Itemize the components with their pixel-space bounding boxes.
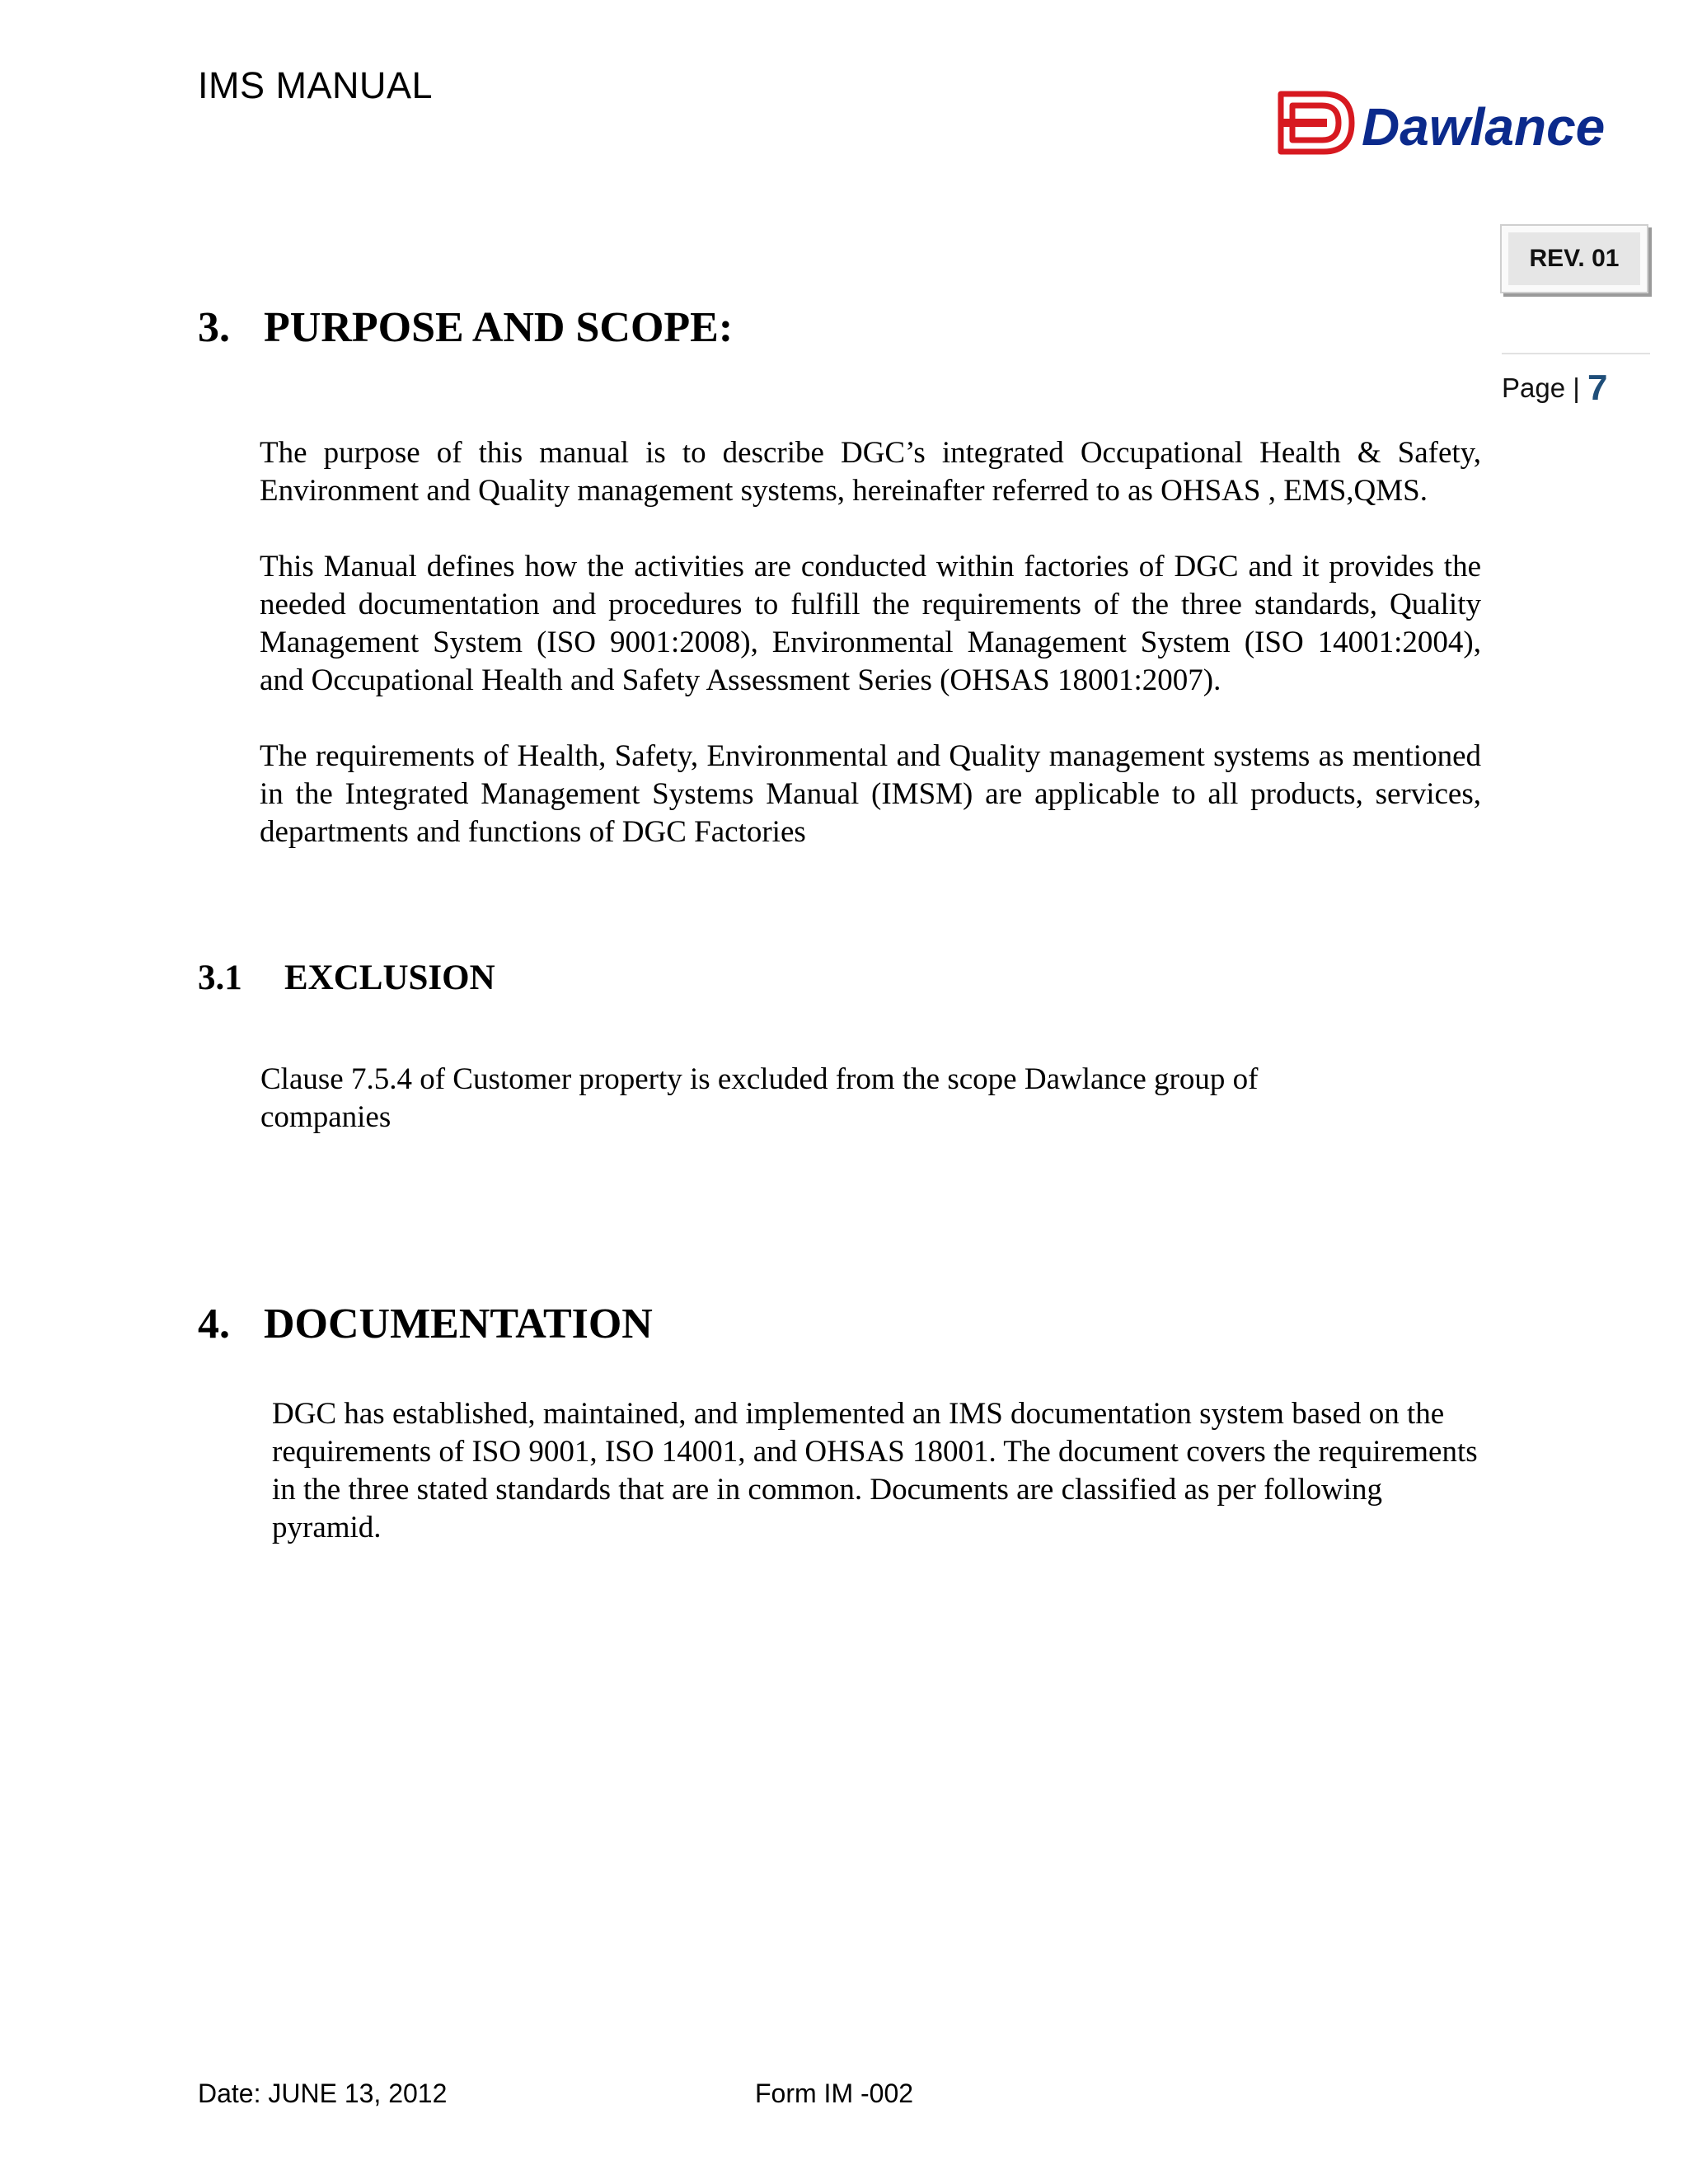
purpose-paragraph: The purpose of this manual is to describe DGC’s integrated Occupational Health & Safety, Environment and Quality management systems, hereinafter referred to as OHSAS , EMS,QMS. [260, 436, 1481, 508]
page-indicator [1502, 368, 1607, 409]
page-number: 7 [1587, 368, 1608, 408]
dawlance-logo-icon [1276, 87, 1622, 158]
revision-label: REV. 01 [1508, 232, 1640, 285]
footer-form-number: Form IM -002 [755, 2079, 914, 2108]
footer-date: Date: JUNE 13, 2012 [198, 2079, 448, 2108]
page-divider [1502, 353, 1650, 354]
requirements-paragraph: The requirements of Health, Safety, Environmental and Quality management systems as mentioned in the Integrated Management Systems Manual (IMSM) are applicable to all products, services, departments and functions of DGC Factories [260, 739, 1481, 849]
section-title: PURPOSE AND SCOPE: [264, 304, 734, 351]
section-number: 3.1 [198, 958, 242, 997]
revision-box [1500, 224, 1648, 293]
manual-definition-paragraph: This Manual defines how the activities are conducted within factories of DGC and it provides the needed documentation and procedures to fulfill the requirements of the three standards, Quality Management System (ISO 9001:2008), Environmental Management System (ISO 14001:2004), and Occupational Health and Safety Assessment Series (OHSAS 18001:2007). [260, 550, 1481, 697]
section-number: 3. [198, 304, 230, 351]
section-title: DOCUMENTATION [264, 1301, 653, 1347]
section-title: EXCLUSION [284, 958, 495, 997]
section-4-heading [198, 1300, 653, 1348]
section-number: 4. [198, 1301, 230, 1347]
documentation-paragraph: DGC has established, maintained, and implemented an IMS documentation system based on the requirements of ISO 9001, ISO 14001, and OHSAS 18001. The document covers the requirements in the three stated standards that are in common. Documents are classified as per following pyramid. [272, 1397, 1478, 1544]
section-3-1-heading [198, 958, 495, 998]
page-label: Page | [1502, 373, 1580, 403]
dawlance-logo [1276, 87, 1622, 158]
exclusion-paragraph: Clause 7.5.4 of Customer property is excluded from the scope Dawlance group of companies [260, 1062, 1259, 1134]
logo-wordmark: Dawlance [1362, 97, 1606, 157]
document-header-title: IMS MANUAL [198, 64, 434, 106]
section-3-heading [198, 303, 733, 352]
